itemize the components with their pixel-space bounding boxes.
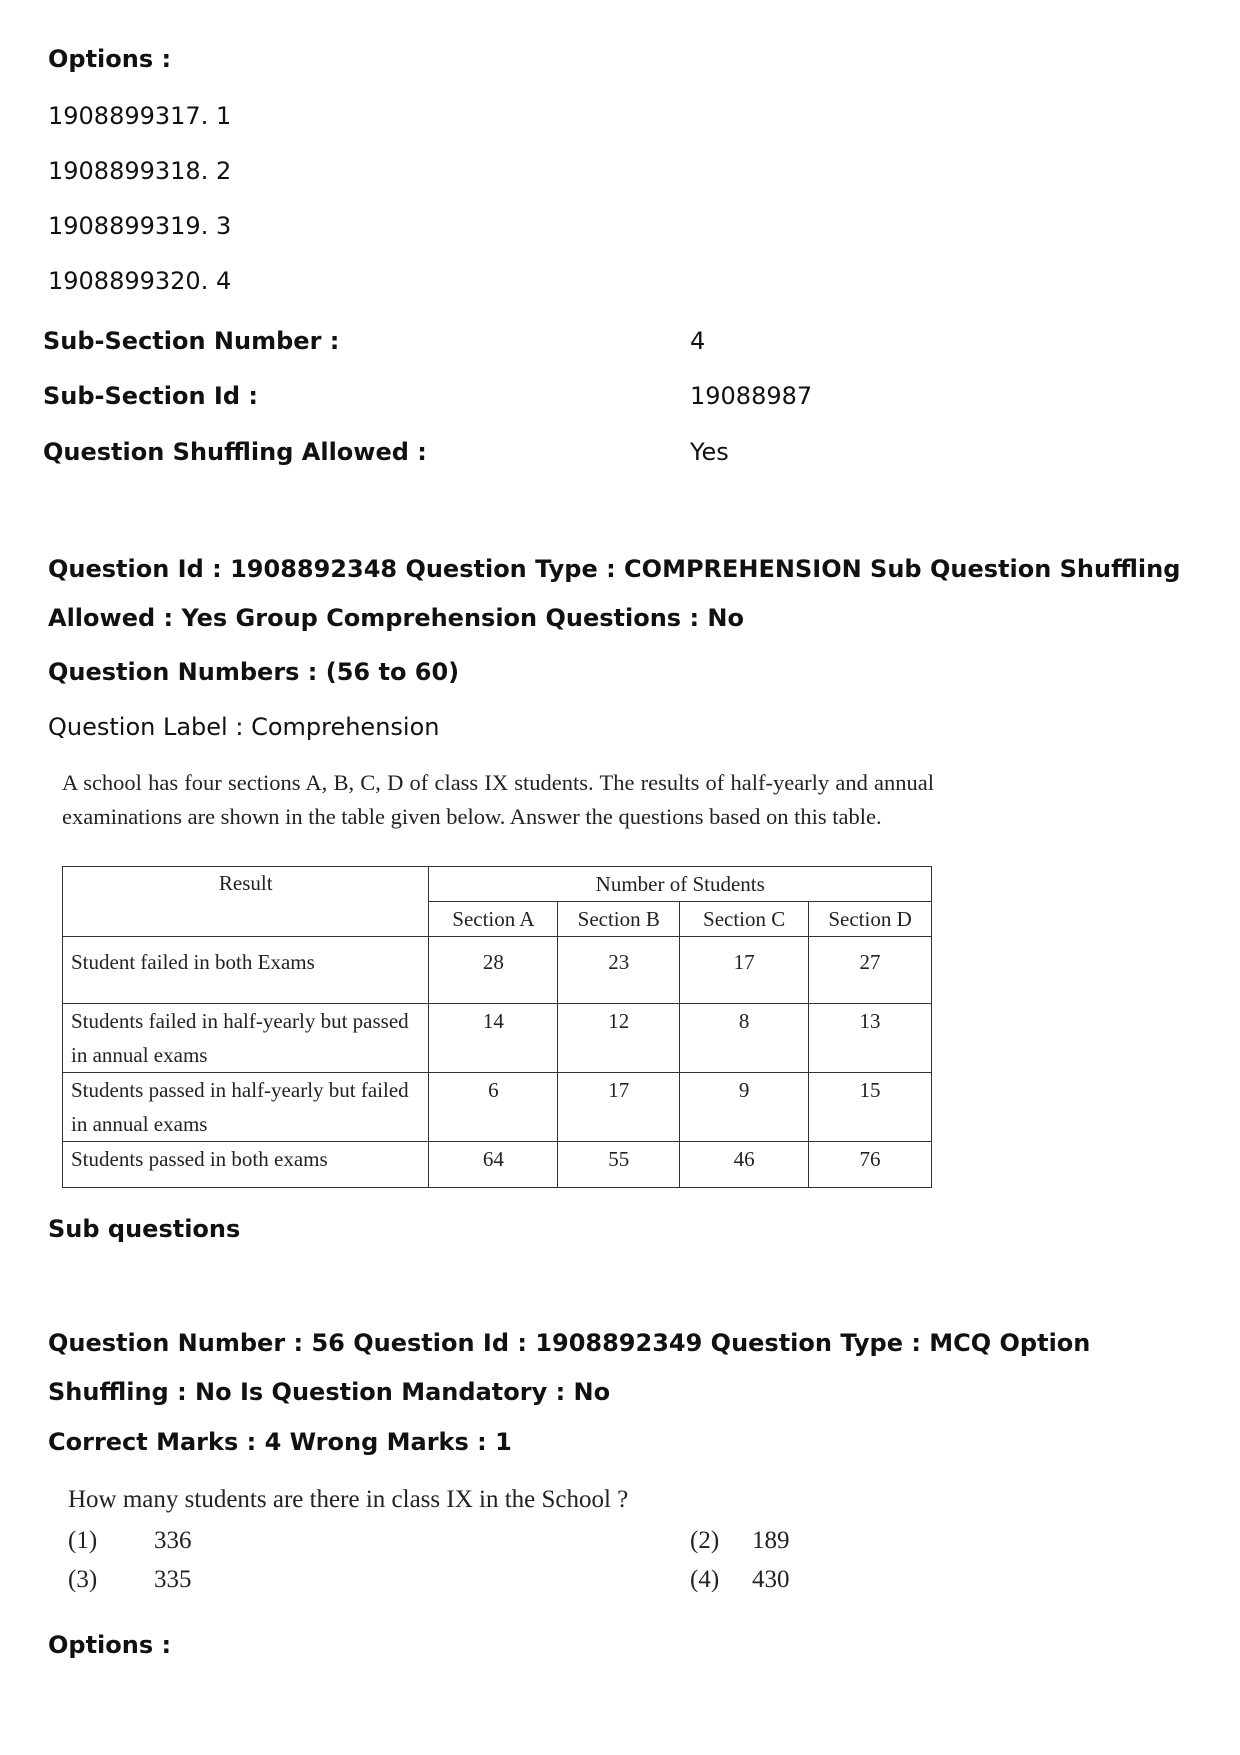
choice-number: (2) <box>690 1527 720 1554</box>
option-item: 1908899320. 4 <box>48 267 232 295</box>
result-header: Result <box>63 867 429 937</box>
cell-value: 76 <box>809 1142 932 1188</box>
question-shuffling-label: Question Shuffling Allowed : <box>43 438 427 466</box>
cell-value: 9 <box>680 1073 809 1142</box>
row-label: Student failed in both Exams <box>63 937 429 1004</box>
choice-value: 335 <box>154 1566 192 1593</box>
cell-value: 17 <box>558 1073 680 1142</box>
results-table <box>62 866 932 1188</box>
cell-value: 55 <box>558 1142 680 1188</box>
cell-value: 23 <box>558 937 680 1004</box>
row-label: Students failed in half-yearly but passed in annual exams <box>63 1004 429 1073</box>
row-label: Students passed in half-yearly but failed in annual exams <box>63 1073 429 1142</box>
sub-questions-heading: Sub questions <box>48 1215 241 1243</box>
cell-value: 14 <box>429 1004 558 1073</box>
subsection-id-label: Sub-Section Id : <box>43 382 258 410</box>
choice-value: 336 <box>154 1527 192 1554</box>
table-row <box>63 1142 932 1188</box>
option-item: 1908899319. 3 <box>48 212 232 240</box>
question-shuffling-value: Yes <box>690 438 729 466</box>
option-item: 1908899317. 1 <box>48 102 232 130</box>
choice-number: (1) <box>68 1527 98 1554</box>
cell-value: 64 <box>429 1142 558 1188</box>
section-header: Section B <box>558 902 680 937</box>
question-label: Question Label : Comprehension <box>48 713 440 741</box>
table-row <box>63 1073 932 1142</box>
subsection-id-value: 19088987 <box>690 382 813 410</box>
cell-value: 27 <box>809 937 932 1004</box>
cell-value: 17 <box>680 937 809 1004</box>
row-label: Students passed in both exams <box>63 1142 429 1188</box>
table-row <box>63 937 932 1004</box>
choice-number: (4) <box>690 1566 720 1593</box>
question-56-header: Question Number : 56 Question Id : 1908892349 Question Type : MCQ Option Shuffling : No Is Question Mandatory : No <box>48 1329 1091 1406</box>
choice-value: 430 <box>752 1566 790 1593</box>
question-numbers: Question Numbers : (56 to 60) <box>48 658 460 686</box>
cell-value: 6 <box>429 1073 558 1142</box>
section-header: Section C <box>680 902 809 937</box>
comprehension-header: Question Id : 1908892348 Question Type : COMPREHENSION Sub Question Shuffling Allowed : Yes Group Comprehension Questions : No <box>48 555 1181 632</box>
table-row <box>63 1004 932 1073</box>
choice-number: (3) <box>68 1566 98 1593</box>
cell-value: 46 <box>680 1142 809 1188</box>
cell-value: 13 <box>809 1004 932 1073</box>
cell-value: 12 <box>558 1004 680 1073</box>
section-header: Section D <box>809 902 932 937</box>
options-heading: Options : <box>48 45 172 73</box>
cell-value: 15 <box>809 1073 932 1142</box>
cell-value: 28 <box>429 937 558 1004</box>
subsection-number-label: Sub-Section Number : <box>43 327 340 355</box>
cell-value: 8 <box>680 1004 809 1073</box>
section-header: Section A <box>429 902 558 937</box>
question-56-marks: Correct Marks : 4 Wrong Marks : 1 <box>48 1428 512 1456</box>
choice-value: 189 <box>752 1527 790 1554</box>
number-of-students-header: Number of Students <box>429 867 932 902</box>
option-item: 1908899318. 2 <box>48 157 232 185</box>
subsection-number-value: 4 <box>690 327 706 355</box>
comprehension-passage: A school has four sections A, B, C, D of class IX students. The results of half-yearly and annual examinations are shown in the table given below. Answer the questions based on this table. <box>62 770 934 829</box>
options-heading: Options : <box>48 1631 172 1659</box>
question-56-text: How many students are there in class IX in the School ? <box>68 1486 629 1513</box>
